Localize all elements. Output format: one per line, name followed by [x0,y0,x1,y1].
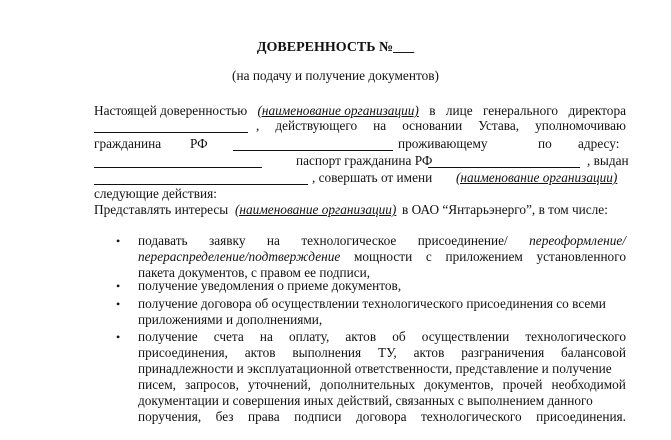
text-fragment: прочей [502,377,543,392]
text-fragment: получение [138,329,198,344]
text-fragment: приложением [445,249,523,264]
text-fragment: договора [355,409,407,424]
blank-line-address [94,167,262,168]
bullet-icon: • [116,297,121,311]
org-name-placeholder: (наименование организации) [257,103,419,118]
text-fragment: переоформление/ [529,233,626,248]
text-fragment: уточнений, [247,377,311,392]
text-fragment: оплату, [289,329,330,344]
text-fragment: на [259,329,273,344]
bullet-item-line [138,296,626,312]
bullet-icon: • [116,279,121,293]
blank-line-issued-by [94,184,308,185]
text-fragment: мощности [353,249,413,264]
paragraph-line-2: , действующего на основании Устава, уполномочиваю [256,118,626,133]
blank-line-director [94,132,248,133]
text-fragment: РФ [190,136,208,151]
text-fragment: заявку [209,233,246,248]
text-fragment: по [538,136,552,151]
text-fragment: технологическое [301,233,397,248]
text-fragment: Настоящей доверенностью [94,103,248,118]
text-fragment: разграничения [461,345,545,360]
text-fragment: пакета документов, с правом ее подписи, [138,265,371,280]
text-fragment: писем, [138,377,176,392]
text-fragment: установленного [536,249,626,264]
text-fragment: выполнения [292,345,362,360]
text-fragment: директора [568,103,626,118]
bullet-item-line [138,312,626,328]
text-fragment: подписи [294,409,342,424]
text-fragment: перераспределение/подтверждение [138,249,341,264]
text-fragment: присоединение/ [417,233,508,248]
bullet-item-line [138,361,626,377]
text-fragment: получение договора об осуществлении технологического присоединения со всеми [138,296,606,311]
blank-line-citizen [233,150,393,151]
text-fragment: счета [213,329,244,344]
text-fragment: документации и совершения иных действий, связанных с выполнением данного [138,393,593,408]
blank-line-passport [428,167,580,168]
text-fragment: балансовой [561,345,626,360]
bullet-item-line [138,393,626,409]
text-fragment: об [392,329,406,344]
text-fragment: на [266,233,280,248]
text-fragment: без [215,409,234,424]
text-fragment: права [247,409,280,424]
text-fragment: Представлять интересы [94,202,229,217]
text-fragment: в ОАО “Янтарьэнерго”, в том числе: [402,202,608,217]
text-fragment: с [425,249,432,264]
text-fragment: генерального [482,103,559,118]
document-subtitle: (на подачу и получение документов) [232,68,439,83]
text-fragment: технологического [421,409,522,424]
text-fragment: лице [445,103,473,118]
text-fragment: осуществлении [421,329,510,344]
text-fragment: паспорт гражданина РФ [296,153,433,168]
text-fragment: актов [345,329,377,344]
text-fragment: поручения, [138,409,202,424]
text-fragment: ТУ, [378,345,397,360]
text-fragment: получение уведомления о приеме документов, [138,278,402,293]
text-fragment: актов [413,345,445,360]
paragraph-line-1 [94,103,626,119]
text-fragment: присоединения. [536,409,626,424]
bullet-item-line [138,329,626,345]
text-fragment: проживающему [398,136,488,151]
text-fragment: гражданина [94,136,162,151]
text-fragment: приложениями и дополнениями, [138,312,323,327]
text-fragment: , совершать от имени [312,170,433,185]
text-fragment: присоединения, [138,345,228,360]
bullet-item-line [138,278,626,294]
text-fragment: принадлежности и эксплуатационной ответственности, представление и получение [138,361,612,376]
bullet-icon: • [116,234,121,248]
text-fragment: в [429,103,436,118]
text-fragment: адресу: [578,136,620,151]
org-name-placeholder: (наименование организации) [235,202,397,217]
bullet-icon: • [116,330,121,344]
bullet-item-line [138,377,626,393]
text-fragment: актов [244,345,276,360]
text-fragment: необходимой [551,377,626,392]
bullet-item-line [138,345,626,361]
text-fragment: следующие действия: [94,186,217,201]
text-fragment: документов, [424,377,494,392]
bullet-item-line [138,409,626,425]
text-fragment: дополнительных [320,377,416,392]
text-fragment: , выдан [587,153,629,168]
org-name-placeholder: (наименование организации) [456,170,618,185]
text-fragment: технологического [525,329,626,344]
bullet-item-line [138,249,626,265]
bullet-item-line [138,233,626,249]
text-fragment: подавать [138,233,188,248]
text-fragment: запросов, [185,377,239,392]
document-title: ДОВЕРЕННОСТЬ №___ [256,40,415,55]
